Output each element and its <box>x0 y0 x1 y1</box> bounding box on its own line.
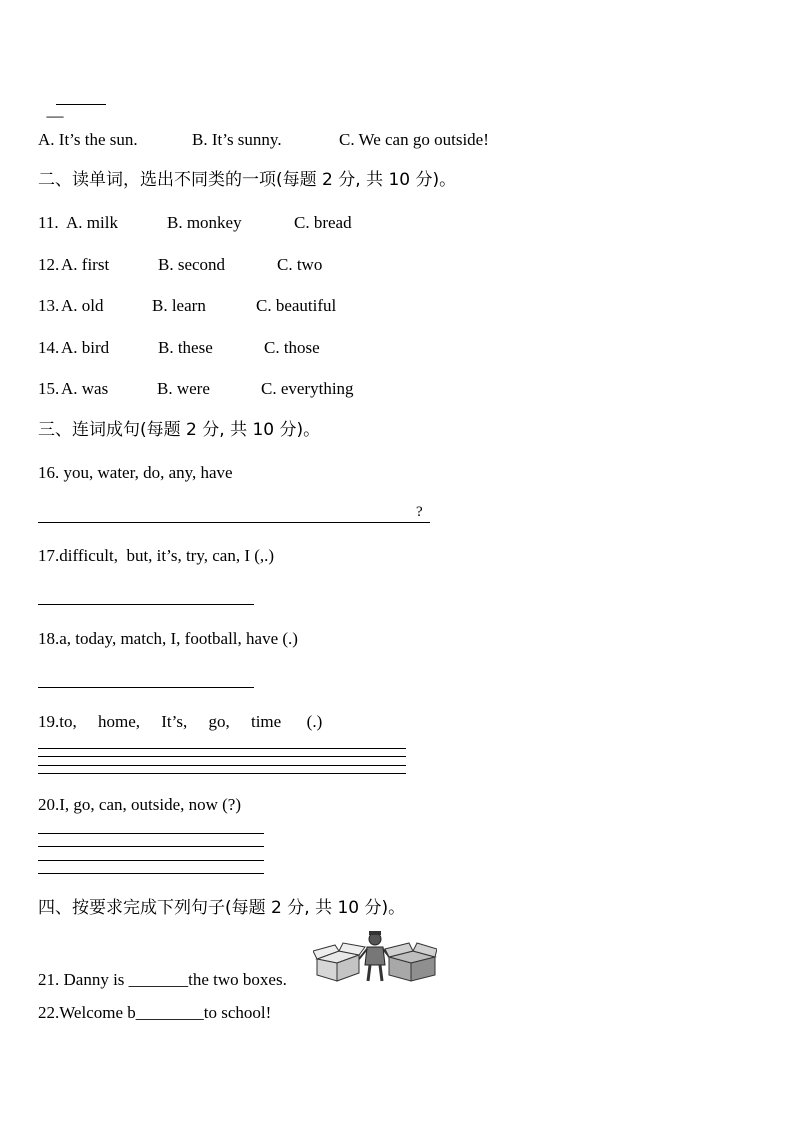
question-number: 12. <box>38 255 60 274</box>
question-number: 14. <box>38 338 60 357</box>
question-17-prompt: 17.difficult, but, it’s, try, can, I (,.) <box>38 546 275 565</box>
answer-line <box>38 765 406 766</box>
section-3-heading: 三、连词成句(每题 2 分, 共 10 分)。 <box>38 420 321 440</box>
option-c: C. beautiful <box>256 296 337 315</box>
option-a: A. old <box>61 296 104 315</box>
answer-line <box>38 604 254 605</box>
option-a: A. It’s the sun. <box>38 130 138 149</box>
boy-between-boxes-illustration <box>313 927 437 987</box>
question-18-prompt: 18.a, today, match, I, football, have (.) <box>38 629 298 648</box>
question-number: 11. <box>38 213 59 232</box>
option-b: B. monkey <box>167 213 242 232</box>
option-c: C. bread <box>294 213 352 232</box>
answer-line <box>38 873 264 874</box>
question-number: 15. <box>38 379 60 398</box>
question-mark: ? <box>416 504 423 520</box>
option-c: C. two <box>277 255 323 274</box>
question-20-prompt: 20.I, go, can, outside, now (?) <box>38 795 242 814</box>
option-c: C. those <box>264 338 320 357</box>
answer-dash <box>38 86 64 126</box>
question-16-prompt: 16. you, water, do, any, have <box>38 463 233 482</box>
question-22-prompt: 22.Welcome b________to school! <box>38 1003 272 1022</box>
answer-line <box>38 748 406 749</box>
answer-line <box>38 687 254 688</box>
dash-mark: — <box>46 106 64 125</box>
answer-blank <box>56 104 106 105</box>
option-b: B. second <box>158 255 226 274</box>
option-a: A. milk <box>66 213 118 232</box>
option-c: C. everything <box>261 379 354 398</box>
question-21-prompt: 21. Danny is _______the two boxes. <box>38 970 287 989</box>
option-c: C. We can go outside! <box>339 130 489 149</box>
answer-line <box>38 756 406 757</box>
answer-line <box>38 860 264 861</box>
option-a: A. bird <box>61 338 110 357</box>
answer-line <box>38 773 406 774</box>
option-b: B. learn <box>152 296 206 315</box>
answer-line <box>38 833 264 834</box>
answer-line <box>38 846 264 847</box>
question-19-prompt: 19.to, home, It’s, go, time (.) <box>38 712 323 731</box>
option-b: B. were <box>157 379 210 398</box>
option-b: B. these <box>158 338 213 357</box>
option-a: A. was <box>61 379 109 398</box>
option-a: A. first <box>61 255 110 274</box>
section-2-heading: 二、读单词，选出不同类的一项(每题 2 分, 共 10 分)。 <box>38 170 457 190</box>
section-4-heading: 四、按要求完成下列句子(每题 2 分, 共 10 分)。 <box>38 898 406 918</box>
answer-line <box>38 522 430 523</box>
option-b: B. It’s sunny. <box>192 130 282 149</box>
question-number: 13. <box>38 296 60 315</box>
